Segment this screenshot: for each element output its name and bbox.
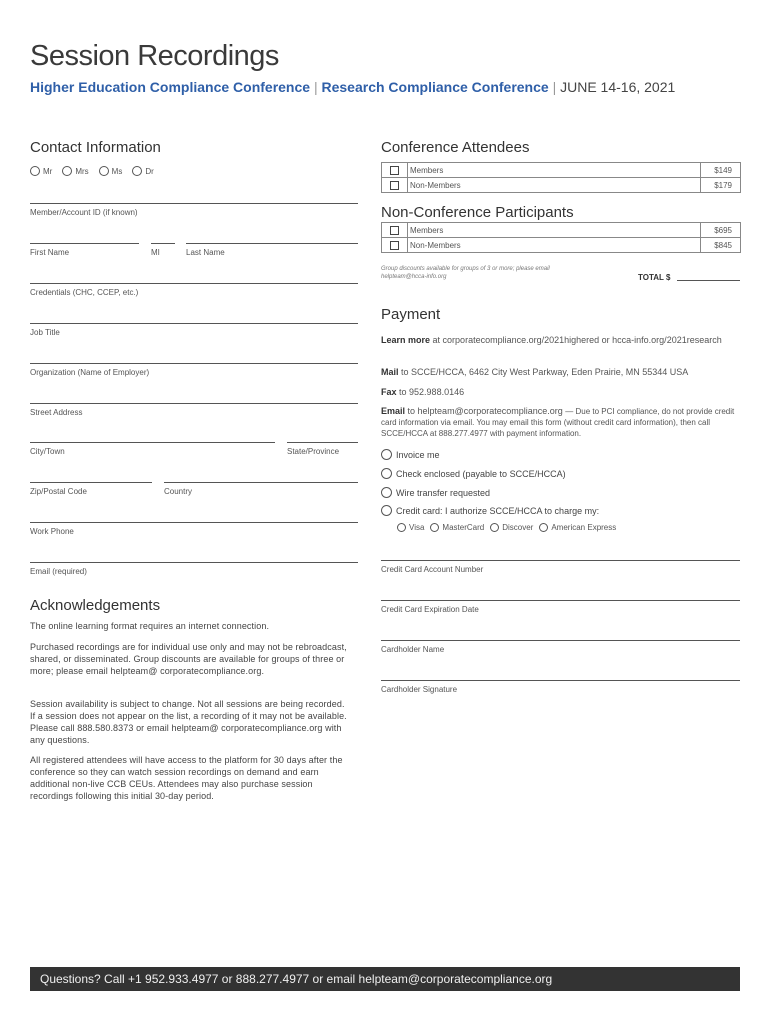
organization-field[interactable] xyxy=(30,363,358,364)
group-discount-note: Group discounts available for groups of 3 or more; please email helpteam@hcca-info.org xyxy=(381,266,550,280)
ack-paragraph-3: Session availability is subject to change. Not all sessions are being recorded. If a session does not appear on the list, a recording of it may not be available. Please call 888.580.8373 or email helpteam@ corporatecompliance.org with any questions. xyxy=(30,699,347,745)
radio-icon[interactable] xyxy=(381,487,392,498)
row-price: $695 xyxy=(701,223,741,238)
radio-icon[interactable] xyxy=(381,449,392,460)
row-price: $179 xyxy=(701,178,741,193)
non-attendees-heading: Non-Conference Participants xyxy=(381,204,574,221)
separator: | xyxy=(313,79,318,95)
payment-mail: Mail to SCCE/HCCA, 6462 City West Parkway, Eden Prairie, MN 55344 USA xyxy=(381,367,689,377)
credentials-field[interactable] xyxy=(30,283,358,284)
ack-paragraph-1: The online learning format requires an internet connection. xyxy=(30,621,270,631)
conference-2: Research Compliance Conference xyxy=(321,79,549,95)
salutation-group xyxy=(30,166,154,176)
state-field[interactable] xyxy=(287,442,358,443)
email-label: Email (required) xyxy=(30,567,87,576)
option-wire[interactable]: Wire transfer requested xyxy=(381,487,490,498)
row-label: Members xyxy=(408,223,701,238)
option-credit-card[interactable]: Credit card: I authorize SCCE/HCCA to charge my: xyxy=(381,505,599,516)
salutation-ms[interactable]: Ms xyxy=(99,166,123,176)
radio-icon[interactable] xyxy=(397,523,406,532)
street-field[interactable] xyxy=(30,403,358,404)
conference-1: Higher Education Compliance Conference xyxy=(30,79,311,95)
card-account-field[interactable] xyxy=(381,560,740,561)
salutation-dr[interactable]: Dr xyxy=(132,166,153,176)
salutation-mr[interactable]: Mr xyxy=(30,166,52,176)
cardholder-name-label: Cardholder Name xyxy=(381,645,445,654)
checkbox-participant-nonmembers[interactable] xyxy=(390,241,399,250)
job-title-label: Job Title xyxy=(30,328,60,337)
payment-fax: Fax to 952.988.0146 xyxy=(381,387,465,397)
organization-label: Organization (Name of Employer) xyxy=(30,368,150,377)
contact-heading: Contact Information xyxy=(30,139,161,156)
work-phone-label: Work Phone xyxy=(30,527,74,536)
radio-icon[interactable] xyxy=(539,523,548,532)
acknowledgements-heading: Acknowledgements xyxy=(30,597,161,614)
attendees-heading: Conference Attendees xyxy=(381,139,530,156)
footer-contact-bar: Questions? Call +1 952.933.4977 or 888.277.4977 or email helpteam@corporatecompliance.org xyxy=(30,967,740,991)
radio-icon[interactable] xyxy=(381,505,392,516)
table-row xyxy=(382,223,741,238)
job-title-field[interactable] xyxy=(30,323,358,324)
radio-icon[interactable] xyxy=(132,166,142,176)
option-invoice[interactable]: Invoice me xyxy=(381,449,440,460)
credentials-label: Credentials (CHC, CCEP, etc.) xyxy=(30,288,139,297)
payment-heading: Payment xyxy=(381,306,441,323)
radio-icon[interactable] xyxy=(381,468,392,479)
checkbox-attendee-nonmembers[interactable] xyxy=(390,181,399,190)
zip-label: Zip/Postal Code xyxy=(30,487,87,496)
last-name-field[interactable] xyxy=(186,243,358,244)
card-amex[interactable]: American Express xyxy=(539,523,616,532)
card-visa[interactable]: Visa xyxy=(397,523,424,532)
member-id-label: Member/Account ID (if known) xyxy=(30,208,138,217)
card-mastercard[interactable]: MasterCard xyxy=(430,523,484,532)
cardholder-name-field[interactable] xyxy=(381,640,740,641)
member-id-field[interactable] xyxy=(30,203,358,204)
separator: | xyxy=(552,79,557,95)
radio-icon[interactable] xyxy=(30,166,40,176)
page-title: Session Recordings xyxy=(30,40,279,72)
row-label: Non-Members xyxy=(408,178,701,193)
zip-field[interactable] xyxy=(30,482,152,483)
cardholder-signature-field[interactable] xyxy=(381,680,740,681)
card-expiration-field[interactable] xyxy=(381,600,740,601)
conference-dates: JUNE 14-16, 2021 xyxy=(560,79,676,95)
total-field[interactable] xyxy=(677,280,740,281)
ack-paragraph-2: Purchased recordings are for individual use only and may not be rebroadcast, shared, or disseminated. Group discounts are available for groups of three or more; please email helpteam@ corporatecompliance.org. xyxy=(30,642,347,676)
card-type-group xyxy=(397,523,616,532)
country-field[interactable] xyxy=(164,482,358,483)
card-expiration-label: Credit Card Expiration Date xyxy=(381,605,479,614)
non-attendees-table xyxy=(381,222,741,253)
row-price: $149 xyxy=(701,163,741,178)
row-label: Non-Members xyxy=(408,238,701,253)
table-row xyxy=(382,238,741,253)
total-label: TOTAL $ xyxy=(638,273,671,282)
last-name-label: Last Name xyxy=(186,248,225,257)
city-field[interactable] xyxy=(30,442,275,443)
radio-icon[interactable] xyxy=(430,523,439,532)
first-name-field[interactable] xyxy=(30,243,139,244)
row-price: $845 xyxy=(701,238,741,253)
table-row xyxy=(382,178,741,193)
work-phone-field[interactable] xyxy=(30,522,358,523)
mi-label: MI xyxy=(151,248,160,257)
checkbox-attendee-members[interactable] xyxy=(390,166,399,175)
salutation-mrs[interactable]: Mrs xyxy=(62,166,88,176)
state-label: State/Province xyxy=(287,447,340,456)
city-label: City/Town xyxy=(30,447,65,456)
radio-icon[interactable] xyxy=(99,166,109,176)
row-label: Members xyxy=(408,163,701,178)
first-name-label: First Name xyxy=(30,248,70,257)
street-label: Street Address xyxy=(30,408,83,417)
radio-icon[interactable] xyxy=(62,166,72,176)
table-row xyxy=(382,163,741,178)
ack-paragraph-4: All registered attendees will have access to the platform for 30 days after the conference so they can watch session recordings on demand and earn additional non-live CCB CEUs. Attendees may also purchase session recordings following this initial 30-day period. xyxy=(30,755,343,801)
mi-field[interactable] xyxy=(151,243,175,244)
payment-learn-more: Learn more at corporatecompliance.org/2021highered or hcca-info.org/2021research xyxy=(381,335,722,345)
country-label: Country xyxy=(164,487,193,496)
page-subtitle xyxy=(30,79,675,95)
card-account-label: Credit Card Account Number xyxy=(381,565,484,574)
cardholder-signature-label: Cardholder Signature xyxy=(381,685,458,694)
radio-icon[interactable] xyxy=(490,523,499,532)
attendees-table xyxy=(381,162,741,193)
option-check[interactable]: Check enclosed (payable to SCCE/HCCA) xyxy=(381,468,566,479)
checkbox-participant-members[interactable] xyxy=(390,226,399,235)
email-field[interactable] xyxy=(30,562,358,563)
payment-email: Email to helpteam@corporatecompliance.org — Due to PCI compliance, do not provide credit card information via email. You may email this form (without credit card information), then call SCCE/HCCA at 888.277.4977 with payment information. xyxy=(381,406,735,438)
card-discover[interactable]: Discover xyxy=(490,523,533,532)
